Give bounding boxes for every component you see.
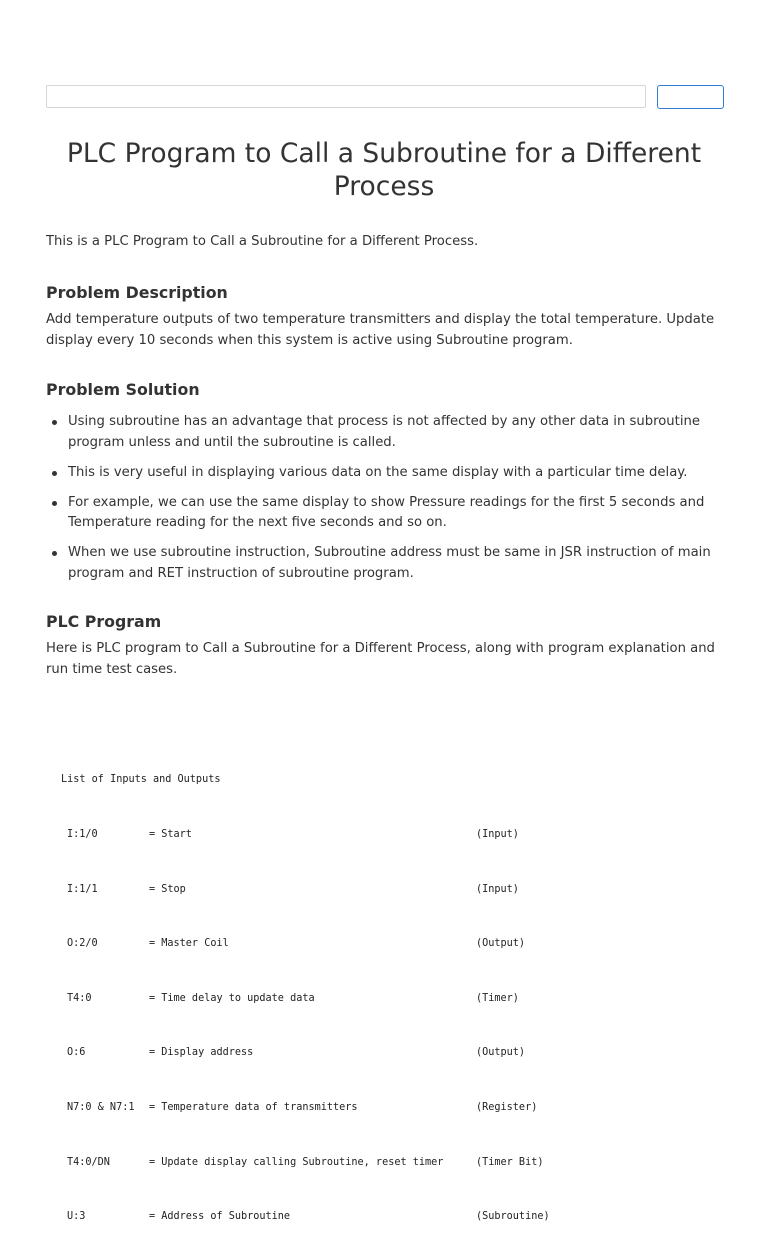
io-row: [61, 1099, 550, 1117]
list-item-text: Using subroutine has an advantage that process is not affected by any other data in subroutine program unless and until the subroutine is called.: [68, 414, 700, 450]
io-address: I:1/1: [67, 883, 98, 895]
plc-program-heading: PLC Program: [46, 612, 162, 631]
list-item: [46, 412, 726, 453]
list-item-text: For example, we can use the same display to show Pressure readings for the first 5 seconds and Temperature reading for the next five seconds and so on.: [68, 494, 705, 530]
io-description: = Temperature data of transmitters: [149, 1101, 358, 1113]
io-type: (Timer Bit): [476, 1156, 544, 1168]
io-row: [61, 826, 550, 844]
io-type: (Output): [476, 938, 526, 950]
search-button[interactable]: [657, 85, 724, 109]
io-address: U:3: [67, 1211, 86, 1223]
io-description: = Address of Subroutine: [149, 1211, 291, 1223]
list-item-text: When we use subroutine instruction, Subroutine address must be same in JSR instruction of main program and RET instruction of subroutine program.: [68, 545, 711, 581]
bullet-icon: [52, 420, 57, 425]
bullet-icon: [52, 501, 57, 506]
io-type: (Register): [476, 1101, 538, 1113]
io-row: [61, 1044, 550, 1062]
list-item: [46, 493, 726, 534]
io-type: (Output): [476, 1047, 526, 1059]
bullet-icon: [52, 551, 57, 556]
list-item: [46, 543, 726, 584]
intro-paragraph: This is a PLC Program to Call a Subroutine for a Different Process.: [46, 234, 479, 249]
io-description: = Update display calling Subroutine, reset timer: [149, 1156, 444, 1168]
io-row: [61, 1208, 550, 1226]
io-address: T4:0: [67, 992, 92, 1004]
io-row: [61, 990, 550, 1008]
io-type: (Subroutine): [476, 1211, 550, 1223]
list-item: [46, 463, 726, 484]
io-row: [61, 935, 550, 953]
list-item-text: This is very useful in displaying various data on the same display with a particular time delay.: [68, 464, 688, 480]
io-description: = Start: [149, 829, 192, 840]
io-row: [61, 1154, 550, 1172]
io-description: = Display address: [149, 1047, 254, 1059]
problem-description-text: Add temperature outputs of two temperature transmitters and display the total temperature. Update display every 10 seconds when this system is active using Subroutine program.: [46, 312, 715, 348]
io-address: O:2/0: [67, 938, 98, 950]
io-address: N7:0 & N7:1: [67, 1101, 135, 1113]
plc-program-text: Here is PLC program to Call a Subroutine for a Different Process, along with program explanation and run time test cases.: [46, 641, 715, 677]
bullet-icon: [52, 471, 57, 476]
io-address: T4:0/DN: [67, 1156, 110, 1168]
io-description: = Master Coil: [149, 938, 229, 950]
io-list-code-block: [61, 735, 550, 1245]
page-title: PLC Program to Call a Subroutine for a Different Process: [66, 138, 702, 202]
io-type: (Input): [476, 883, 519, 895]
io-type: (Input): [476, 829, 519, 840]
io-address: I:1/0: [67, 829, 98, 840]
io-type: (Timer): [476, 992, 519, 1004]
problem-solution-heading: Problem Solution: [46, 380, 200, 399]
io-description: = Time delay to update data: [149, 992, 315, 1004]
problem-solution-list: [46, 412, 726, 594]
search-input[interactable]: [46, 85, 646, 108]
problem-description-heading: Problem Description: [46, 283, 228, 302]
io-list-title: List of Inputs and Outputs: [61, 774, 221, 786]
io-address: O:6: [67, 1047, 86, 1059]
io-row: [61, 881, 550, 899]
io-description: = Stop: [149, 883, 186, 895]
